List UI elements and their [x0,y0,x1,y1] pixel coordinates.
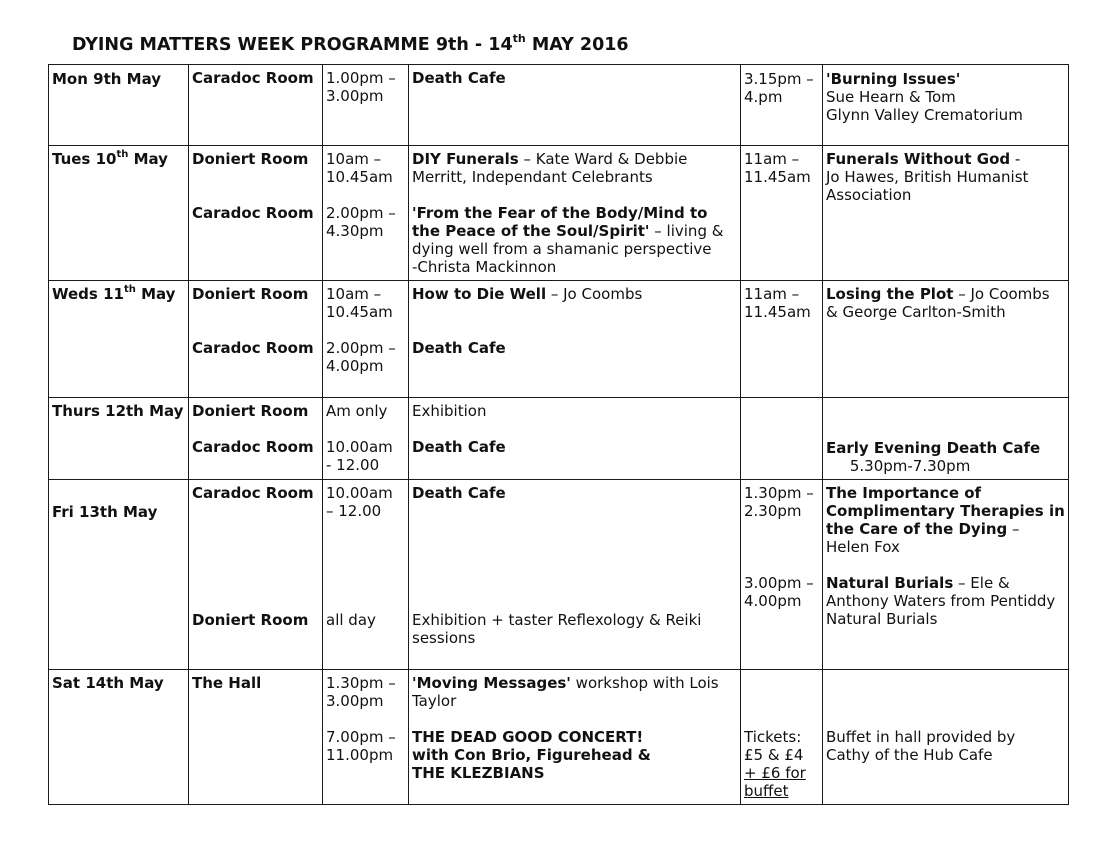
side-event-title: Early Evening Death Cafe [826,439,1041,457]
session-event-detail: -Christa Mackinnon [412,258,557,276]
side-event-title: 'Burning Issues' [826,70,961,88]
table-rule-horizontal [48,145,1069,146]
side-event-line [826,303,1006,321]
side-time-text: 11.45am [744,168,811,186]
session-event-detail: – living & [649,222,724,240]
day-text: Thurs 12th May [52,402,184,420]
room-name [192,402,308,420]
side-event-detail: Jo Hawes, British Humanist [826,168,1029,186]
side-time [744,728,801,746]
table-rule-horizontal [48,804,1069,805]
session-event-title: Death Cafe [412,69,506,87]
session-event-title: DIY Funerals [412,150,519,168]
session-event-detail: workshop with Lois [570,674,719,692]
table-rule-vertical [740,64,741,805]
session-time-text: 10am – [326,285,382,303]
session-time [326,611,376,629]
side-time [744,484,814,502]
side-time-text: £5 & £4 [744,746,804,764]
side-event-detail: – [1007,520,1020,538]
ticket-price-text: + £6 for [744,764,806,782]
side-event-detail: Association [826,186,912,204]
room-name [192,611,308,629]
session-time-text: 11.00pm [326,746,394,764]
day-text: May [128,150,168,168]
day-text: May [135,285,176,303]
side-event-line [826,457,970,475]
session-time-text: - 12.00 [326,456,380,474]
table-rule-vertical [408,64,409,805]
side-event-detail: Natural Burials [826,610,938,628]
session-event-detail: Exhibition + taster Reflexology & Reiki [412,611,702,629]
side-event-line [826,70,960,88]
day-label [52,70,161,88]
side-event-detail: Buffet in hall provided by [826,728,1016,746]
side-time-text: 4.pm [744,88,783,106]
session-time [326,87,384,105]
side-event-line [826,574,1010,592]
side-event-line [826,746,993,764]
side-event-line [826,186,911,204]
session-time [326,502,381,520]
day-text: Tues 10 [52,150,117,168]
day-text: Sat 14th May [52,674,164,692]
side-time [744,782,788,800]
side-time [744,746,803,764]
room-name-text: The Hall [192,674,262,692]
session-event-line [412,69,506,87]
room-name [192,674,261,692]
session-event-line [412,438,506,456]
session-event-line [412,692,456,710]
room-name-text: Caradoc Room [192,69,314,87]
side-event-title: The Importance of [826,484,982,502]
side-event-detail: Sue Hearn & Tom [826,88,956,106]
side-time-text: 11am – [744,150,800,168]
side-event-line [826,520,1020,538]
session-time [326,692,384,710]
side-event-line [826,502,1065,520]
side-time [744,574,814,592]
table-rule-vertical [1068,64,1069,805]
side-event-line [826,285,1050,303]
table-rule-horizontal [48,669,1069,670]
session-event-line [412,204,707,222]
side-event-title: the Care of the Dying [826,520,1008,538]
session-event-detail: sessions [412,629,476,647]
side-event-detail: – Jo Coombs [953,285,1050,303]
room-name [192,438,314,456]
session-time-text: 7.00pm – [326,728,396,746]
session-event-title: Death Cafe [412,438,506,456]
session-time [326,204,396,222]
session-time-text: 1.00pm – [326,69,396,87]
session-event-title: the Peace of the Soul/Spirit' [412,222,650,240]
session-event-line [412,339,506,357]
session-time-text: 3.00pm [326,87,384,105]
session-event-detail: Taylor [412,692,457,710]
side-time-text: 11am – [744,285,800,303]
session-event-line [412,402,486,420]
session-time-text: 10.00am [326,484,393,502]
table-rule-vertical [48,64,49,805]
side-time-text: 3.00pm – [744,574,814,592]
session-time [326,438,393,456]
session-time [326,222,384,240]
side-event-detail: Glynn Valley Crematorium [826,106,1023,124]
session-time-text: 4.00pm [326,357,384,375]
page-title: DYING MATTERS WEEK PROGRAMME 9th - 14th MAY 2016 [72,32,629,55]
day-label [52,674,164,692]
side-time-text: 11.45am [744,303,811,321]
side-event-detail: – Ele & [953,574,1010,592]
session-time-text: 4.30pm [326,222,384,240]
side-event-detail: & George Carlton-Smith [826,303,1006,321]
side-time-text: Tickets: [744,728,802,746]
room-name-text: Doniert Room [192,611,309,629]
day-label [52,402,183,420]
day-text: Weds 11 [52,285,124,303]
table-rule-horizontal [48,64,1069,65]
session-time [326,728,396,746]
session-event-title: Death Cafe [412,339,506,357]
side-event-line [826,484,981,502]
session-time-text: 10am – [326,150,382,168]
room-name [192,285,308,303]
side-event-title: Losing the Plot [826,285,954,303]
session-event-title: with Con Brio, Figurehead & [412,746,651,764]
side-time [744,285,799,303]
side-time-text: 1.30pm – [744,484,814,502]
side-event-detail: Helen Fox [826,538,900,556]
side-time [744,88,782,106]
room-name [192,150,308,168]
side-event-line [826,439,1040,457]
session-event-detail: Merritt, Independant Celebrants [412,168,653,186]
session-event-title: THE DEAD GOOD CONCERT! [412,728,644,746]
side-time [744,150,799,168]
side-event-line [826,168,1028,186]
session-event-title: 'Moving Messages' [412,674,571,692]
session-time [326,402,387,420]
side-time [744,303,811,321]
session-time-text: all day [326,611,376,629]
session-event-line [412,285,642,303]
session-event-detail: – Jo Coombs [546,285,643,303]
ticket-price-text: buffet [744,782,789,800]
session-time [326,456,379,474]
side-time [744,764,806,782]
session-event-detail: – Kate Ward & Debbie [518,150,688,168]
side-event-line [826,88,956,106]
session-time-text: 10.00am [326,438,393,456]
session-time-text: 2.00pm – [326,204,396,222]
session-time [326,69,396,87]
day-text: Fri 13th May [52,503,158,521]
session-time-text: 1.30pm – [326,674,396,692]
room-name [192,204,314,222]
session-event-line [412,168,653,186]
side-time [744,70,814,88]
session-time [326,339,396,357]
table-rule-vertical [188,64,189,805]
side-time [744,502,802,520]
session-event-line [412,150,687,168]
session-time [326,150,381,168]
session-event-title: THE KLEZBIANS [412,764,545,782]
side-event-line [826,592,1055,610]
table-rule-horizontal [48,280,1069,281]
day-suffix: th [116,149,129,160]
side-time [744,592,802,610]
session-event-line [412,674,719,692]
table-rule-horizontal [48,479,1069,480]
side-event-title: Natural Burials [826,574,954,592]
day-label [52,503,157,521]
side-event-detail: Anthony Waters from Pentiddy [826,592,1056,610]
table-rule-vertical [822,64,823,805]
session-event-detail: dying well from a shamanic perspective [412,240,712,258]
day-label [52,285,175,303]
session-time [326,285,381,303]
table-rule-horizontal [48,397,1069,398]
table-rule-vertical [322,64,323,805]
session-time-text: – 12.00 [326,502,382,520]
side-time [744,168,811,186]
room-name [192,339,314,357]
room-name-text: Caradoc Room [192,438,314,456]
room-name-text: Caradoc Room [192,204,314,222]
session-event-line [412,746,651,764]
room-name-text: Caradoc Room [192,339,314,357]
side-time-text: 4.00pm [744,592,802,610]
session-time-text: 10.45am [326,168,393,186]
session-time [326,357,384,375]
day-label [52,150,168,168]
side-event-title: Funerals Without God [826,150,1011,168]
day-text: Mon 9th May [52,70,162,88]
side-time-text: 2.30pm [744,502,802,520]
side-event-line [826,728,1015,746]
session-event-line [412,258,556,276]
session-time-text: 2.00pm – [326,339,396,357]
side-event-line [826,150,1020,168]
session-event-title: How to Die Well [412,285,547,303]
session-event-line [412,629,475,647]
session-event-line [412,240,712,258]
session-time [326,484,393,502]
room-name-text: Caradoc Room [192,484,314,502]
session-time [326,168,393,186]
day-suffix: th [123,284,136,295]
side-event-title: Complimentary Therapies in [826,502,1065,520]
room-name-text: Doniert Room [192,285,309,303]
session-event-line [412,764,545,782]
side-event-detail: - [1010,150,1021,168]
side-event-line [826,610,937,628]
side-event-detail: Cathy of the Hub Cafe [826,746,993,764]
side-event-line [826,538,900,556]
session-time [326,303,393,321]
side-event-detail: 5.30pm-7.30pm [826,457,971,475]
session-event-title: 'From the Fear of the Body/Mind to [412,204,708,222]
room-name [192,484,314,502]
session-time-text: 10.45am [326,303,393,321]
session-time-text: Am only [326,402,388,420]
session-event-detail: Exhibition [412,402,487,420]
session-event-title: Death Cafe [412,484,506,502]
session-time [326,746,393,764]
room-name-text: Doniert Room [192,402,309,420]
session-event-line [412,484,506,502]
side-event-line [826,106,1023,124]
room-name-text: Doniert Room [192,150,309,168]
session-event-line [412,728,643,746]
room-name [192,69,314,87]
side-time-text: 3.15pm – [744,70,814,88]
session-event-line [412,222,723,240]
session-event-line [412,611,701,629]
session-time-text: 3.00pm [326,692,384,710]
session-time [326,674,396,692]
